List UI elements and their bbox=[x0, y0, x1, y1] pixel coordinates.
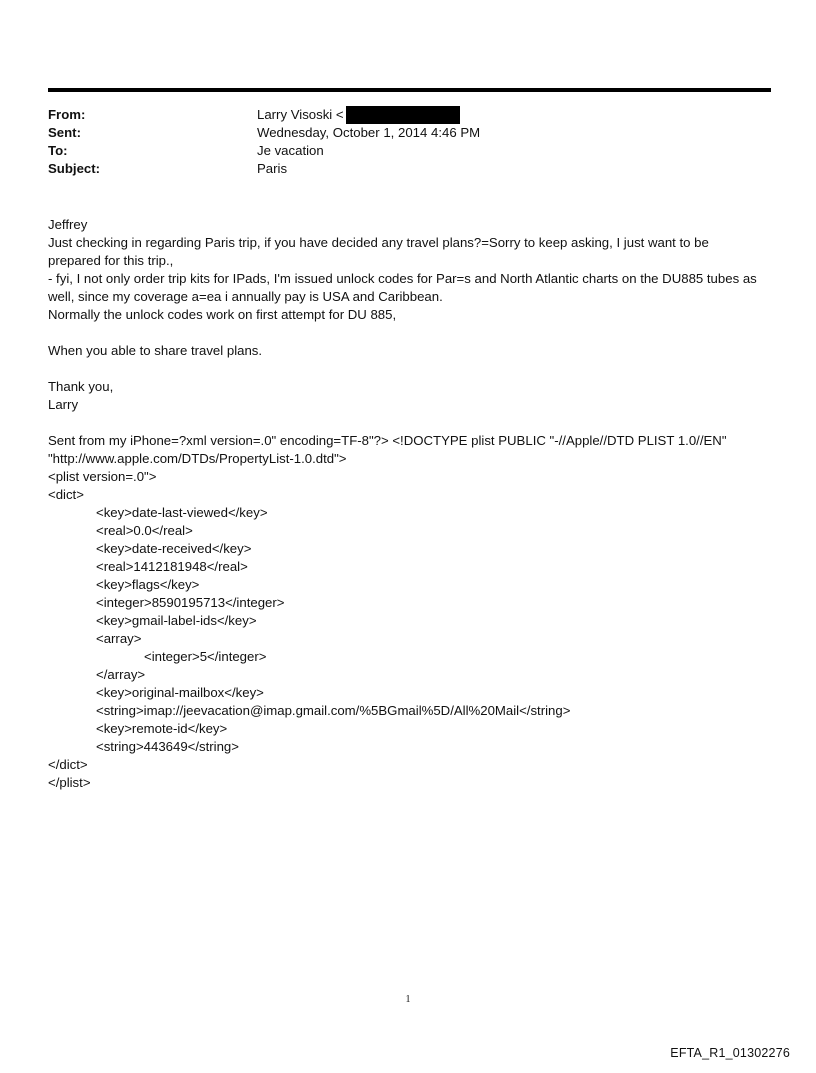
spacer bbox=[48, 324, 763, 342]
header-rule bbox=[48, 88, 771, 92]
greeting: Jeffrey bbox=[48, 217, 88, 232]
sent-label: Sent: bbox=[48, 125, 81, 140]
to-value: Je vacation bbox=[257, 143, 324, 158]
redaction-box bbox=[346, 106, 460, 124]
email-body bbox=[48, 216, 763, 792]
spacer bbox=[48, 360, 763, 378]
dict-close: </dict> bbox=[48, 757, 88, 772]
dict-open: <dict> bbox=[48, 487, 84, 502]
plist-close: </plist> bbox=[48, 775, 91, 790]
sent-row bbox=[48, 124, 771, 142]
sent-value: Wednesday, October 1, 2014 4:46 PM bbox=[257, 125, 481, 140]
plist-key: <key>original-mailbox</key> bbox=[96, 685, 264, 700]
plist-array-open: <array> bbox=[96, 631, 142, 646]
spacer bbox=[48, 414, 763, 432]
plist-value: <string>443649</string> bbox=[96, 739, 239, 754]
plist-value: <real>1412181948</real> bbox=[96, 559, 248, 574]
plist-key: <key>gmail-label-ids</key> bbox=[96, 613, 257, 628]
plist-array-close: </array> bbox=[96, 667, 146, 682]
from-row bbox=[48, 106, 771, 124]
subject-label: Subject: bbox=[48, 161, 101, 176]
signature: Larry bbox=[48, 397, 79, 412]
paragraph-4: When you able to share travel plans. bbox=[48, 343, 263, 358]
to-row bbox=[48, 142, 771, 160]
from-label: From: bbox=[48, 107, 86, 122]
plist-key: <key>remote-id</key> bbox=[96, 721, 228, 736]
plist-value: <integer>5</integer> bbox=[144, 649, 267, 664]
closing: Thank you, bbox=[48, 379, 114, 394]
plist-key: <key>date-received</key> bbox=[96, 541, 252, 556]
plist-key: <key>flags</key> bbox=[96, 577, 200, 592]
email-header bbox=[48, 106, 771, 178]
plist-value: <real>0.0</real> bbox=[96, 523, 193, 538]
from-value bbox=[257, 106, 460, 124]
subject-row bbox=[48, 160, 771, 178]
plist-value: <string>imap://jeevacation@imap.gmail.com/%5BGmail%5D/All%20Mail</string> bbox=[96, 703, 571, 718]
from-name: Larry Visoski < bbox=[257, 107, 344, 122]
plist-key: <key>date-last-viewed</key> bbox=[96, 505, 268, 520]
plist-open: <plist version=.0"> bbox=[48, 469, 157, 484]
subject-value: Paris bbox=[257, 161, 288, 176]
to-label: To: bbox=[48, 143, 68, 158]
page-number: 1 bbox=[405, 994, 411, 1005]
paragraph-2: - fyi, I not only order trip kits for IPads, I'm issued unlock codes for Par=s and North Atlantic charts on the DU885 tubes as well, since my coverage a=ea i annually pay is USA and Caribbean. bbox=[48, 271, 757, 304]
sent-from-line: Sent from my iPhone=?xml version=.0" encoding=TF-8"?> <!DOCTYPE plist PUBLIC "-//Apple//DTD PLIST 1.0//EN" "http://www.apple.com/DTDs/PropertyList-1.0.dtd"> bbox=[48, 433, 727, 466]
plist-value: <integer>8590195713</integer> bbox=[96, 595, 285, 610]
paragraph-1: Just checking in regarding Paris trip, if you have decided any travel plans?=Sorry to keep asking, I just want to be prepared for this trip., bbox=[48, 235, 709, 268]
paragraph-3: Normally the unlock codes work on first attempt for DU 885, bbox=[48, 307, 397, 322]
document-id: EFTA_R1_01302276 bbox=[670, 1046, 790, 1060]
